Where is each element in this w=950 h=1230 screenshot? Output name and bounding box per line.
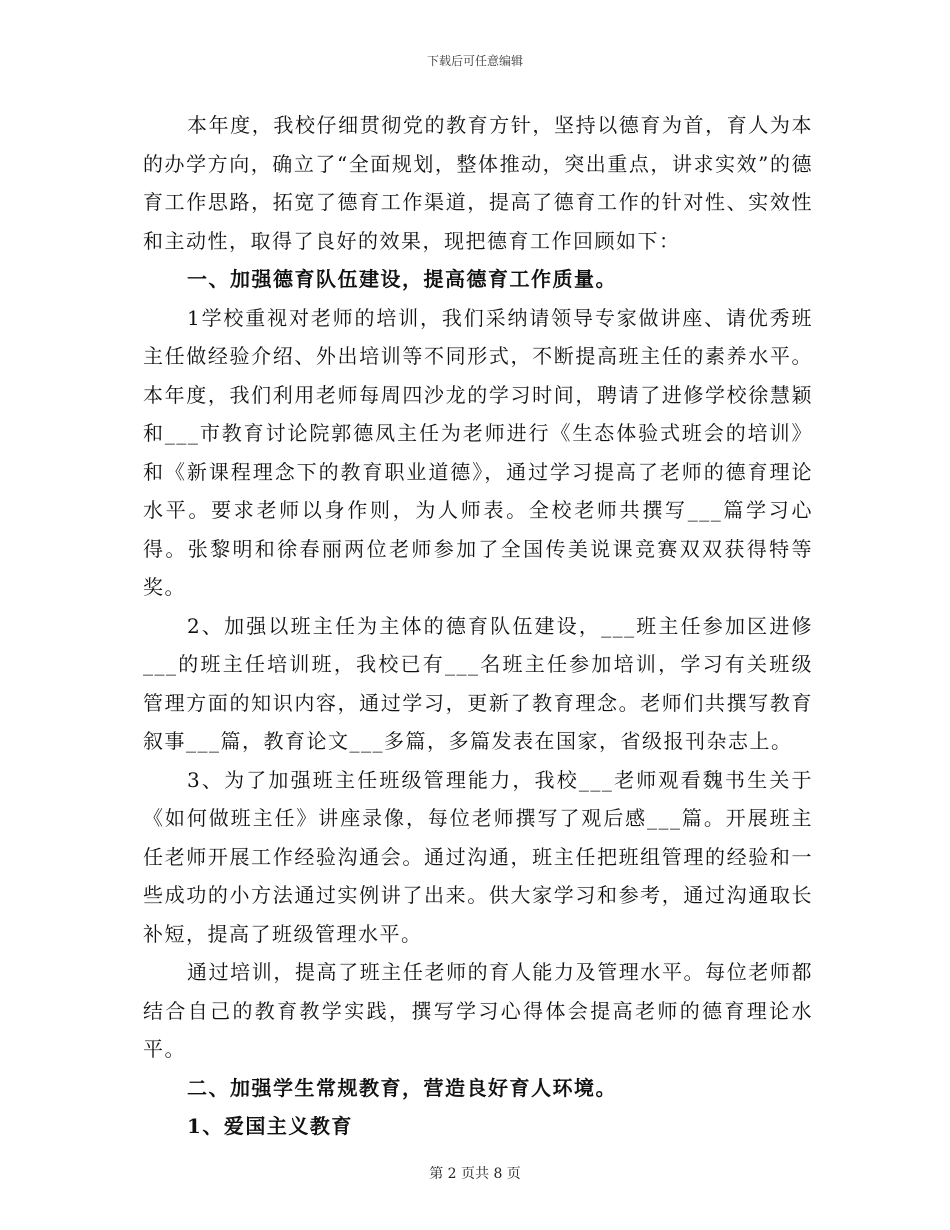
body-paragraph-3: 3、为了加强班主任班级管理能力，我校___老师观看魏书生关于《如何做班主任》讲座录像，每位老师撰写了观后感___篇。开展班主任老师开展工作经验沟通会。通过沟通，班主任把班组管理的经验和一些成功的小方法通过实例讲了出来。供大家学习和参考，通过沟通取长补短，提高了班级管理水平。 bbox=[143, 767, 813, 946]
summary-paragraph: 通过培训，提高了班主任老师的育人能力及管理水平。每位老师都结合自己的教育教学实践，撰写学习心得体会提高老师的德育理论水平。 bbox=[143, 960, 813, 1061]
page-header: 下载后可任意编辑 bbox=[426, 54, 523, 68]
subsection-heading-1: 1、爱国主义教育 bbox=[187, 1114, 353, 1138]
intro-paragraph: 本年度，我校仔细贯彻党的教育方针，坚持以德育为首，育人为本的办学方向，确立了“全面规划，整体推动，突出重点，讲求实效”的德育工作思路，拓宽了德育工作渠道，提高了德育工作的针对性、实效性和主动性，取得了良好的效果，现把德育工作回顾如下： bbox=[143, 113, 813, 253]
document-body bbox=[143, 106, 813, 1146]
page-number: 第 2 页共 8 页 bbox=[429, 1166, 521, 1182]
section-heading-2: 二、加强学生常规教育，营造良好育人环境。 bbox=[187, 1075, 617, 1100]
body-paragraph-2: 2、加强以班主任为主体的德育队伍建设，___班主任参加区进修___的班主任培训班，我校已有___名班主任参加培训，学习有关班级管理方面的知识内容，通过学习，更新了教育理念。老师们共撰写教育叙事___篇，教育论文___多篇，多篇发表在国家，省级报刊杂志上。 bbox=[143, 613, 813, 753]
section-heading-1: 一、加强德育队伍建设，提高德育工作质量。 bbox=[187, 267, 617, 291]
body-paragraph-1: 1学校重视对老师的培训，我们采纳请领导专家做讲座、请优秀班主任做经验介绍、外出培训等不同形式，不断提高班主任的素养水平。本年度，我们利用老师每周四沙龙的学习时间，聘请了进修学校徐慧颖和___市教育讨论院郭德凤主任为老师进行《生态体验式班会的培训》和《新课程理念下的教育职业道德》，通过学习提高了老师的德育理论水平。要求老师以身作则，为人师表。全校老师共撰写___篇学习心得。张黎明和徐春丽两位老师参加了全国传美说课竞赛双双获得特等奖。 bbox=[143, 305, 813, 599]
